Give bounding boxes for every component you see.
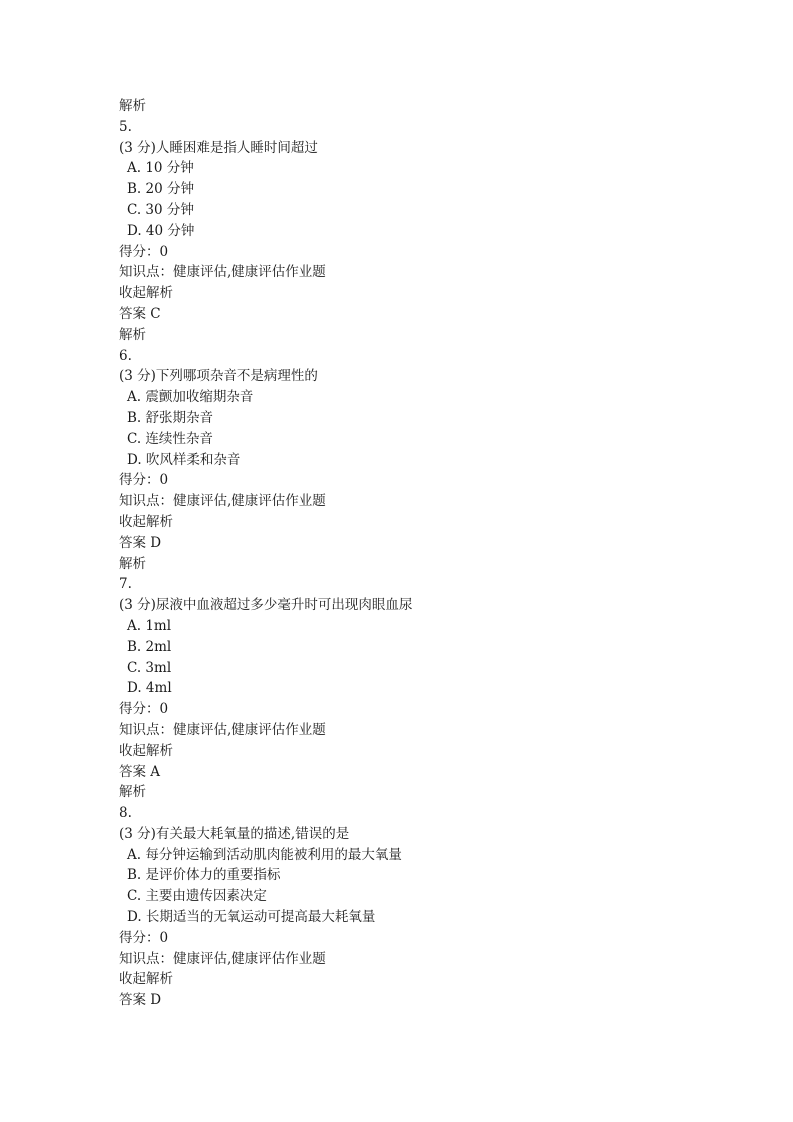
collapse-analysis-link[interactable]: 收起解析 [119,285,173,302]
option-c: C. 3ml [127,659,172,676]
option-b: B. 20 分钟 [127,181,194,198]
option-d: D. 4ml [127,680,172,697]
answer-text: 答案 D [119,992,162,1009]
option-c: C. 主要由遗传因素决定 [127,888,267,905]
answer-text: 答案 A [119,763,161,780]
question-number: 5. [119,118,132,135]
score-text: 得分：0 [119,472,169,489]
question-block [119,574,739,803]
collapse-analysis-link[interactable]: 收起解析 [119,971,173,988]
question-block [119,346,739,575]
knowledge-point: 知识点：健康评估,健康评估作业题 [119,721,326,738]
option-a: A. 震颤加收缩期杂音 [127,389,254,406]
question-block [119,117,739,346]
answer-text: 答案 D [119,534,162,551]
analysis-label: 解析 [119,784,146,801]
score-text: 得分：0 [119,929,169,946]
question-prompt: (3 分)有关最大耗氧量的描述,错误的是 [119,825,350,842]
question-number: 7. [119,576,132,593]
option-c: C. 30 分钟 [127,201,194,218]
document-page [119,96,739,1011]
question-prompt: (3 分)人睡困难是指人睡时间超过 [119,139,318,156]
analysis-label: 解析 [119,98,146,114]
option-a: A. 每分钟运输到活动肌肉能被利用的最大氧量 [127,846,402,863]
option-d: D. 长期适当的无氧运动可提高最大耗氧量 [127,909,376,926]
option-d: D. 吹风样柔和杂音 [127,451,241,468]
score-text: 得分：0 [119,701,169,718]
option-c: C. 连续性杂音 [127,430,213,447]
option-b: B. 2ml [127,638,172,655]
score-text: 得分：0 [119,243,169,260]
collapse-analysis-link[interactable]: 收起解析 [119,742,173,759]
question-prompt: (3 分)尿液中血液超过多少毫升时可出现肉眼血尿 [119,597,413,614]
analysis-label: 解析 [119,555,146,572]
option-d: D. 40 分钟 [127,222,195,239]
option-a: A. 1ml [127,617,172,634]
option-b: B. 是评价体力的重要指标 [127,867,281,884]
analysis-label: 解析 [119,326,146,343]
collapse-analysis-link[interactable]: 收起解析 [119,513,173,530]
option-a: A. 10 分钟 [127,160,194,177]
question-number: 6. [119,347,132,364]
question-number: 8. [119,805,132,822]
question-block [119,803,739,1011]
question-prompt: (3 分)下列哪项杂音不是病理性的 [119,368,318,385]
knowledge-point: 知识点：健康评估,健康评估作业题 [119,493,326,510]
option-b: B. 舒张期杂音 [127,409,214,426]
knowledge-point: 知识点：健康评估,健康评估作业题 [119,264,326,281]
answer-text: 答案 C [119,305,161,322]
knowledge-point: 知识点：健康评估,健康评估作业题 [119,950,326,967]
